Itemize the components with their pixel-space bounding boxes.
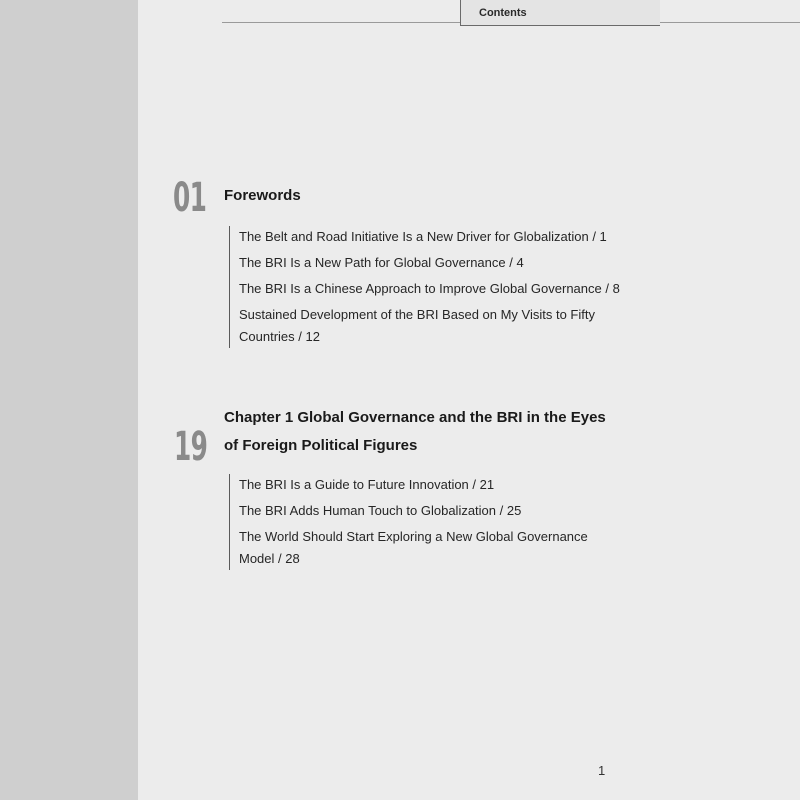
section-number: 19 (174, 424, 208, 470)
toc-entry[interactable]: The BRI Is a Chinese Approach to Improve Global Governance / 8 (239, 281, 620, 296)
scan-background (0, 0, 138, 800)
toc-entry[interactable]: Sustained Development of the BRI Based on My Visits to Fifty Countries / 12 (239, 307, 595, 344)
page-number: 1 (598, 763, 606, 778)
section-title: Chapter 1 Global Governance and the BRI in the Eyes of Foreign Political Figures (224, 409, 606, 454)
toc-entry[interactable]: The BRI Is a New Path for Global Governance / 4 (239, 255, 524, 270)
section-title: Forewords (224, 187, 301, 204)
toc-entry[interactable]: The World Should Start Exploring a New Global Governance Model / 28 (239, 529, 588, 566)
contents-header-tab (460, 0, 660, 26)
toc-entry[interactable]: The Belt and Road Initiative Is a New Driver for Globalization / 1 (239, 229, 607, 244)
toc-entry[interactable]: The BRI Is a Guide to Future Innovation / 21 (239, 477, 495, 492)
toc-entry[interactable]: The BRI Adds Human Touch to Globalization / 25 (239, 503, 522, 518)
contents-header-label: Contents (479, 7, 527, 19)
section-entries (229, 474, 624, 570)
section-entries (229, 226, 624, 348)
section-number: 01 (173, 175, 207, 221)
book-page (138, 0, 800, 800)
